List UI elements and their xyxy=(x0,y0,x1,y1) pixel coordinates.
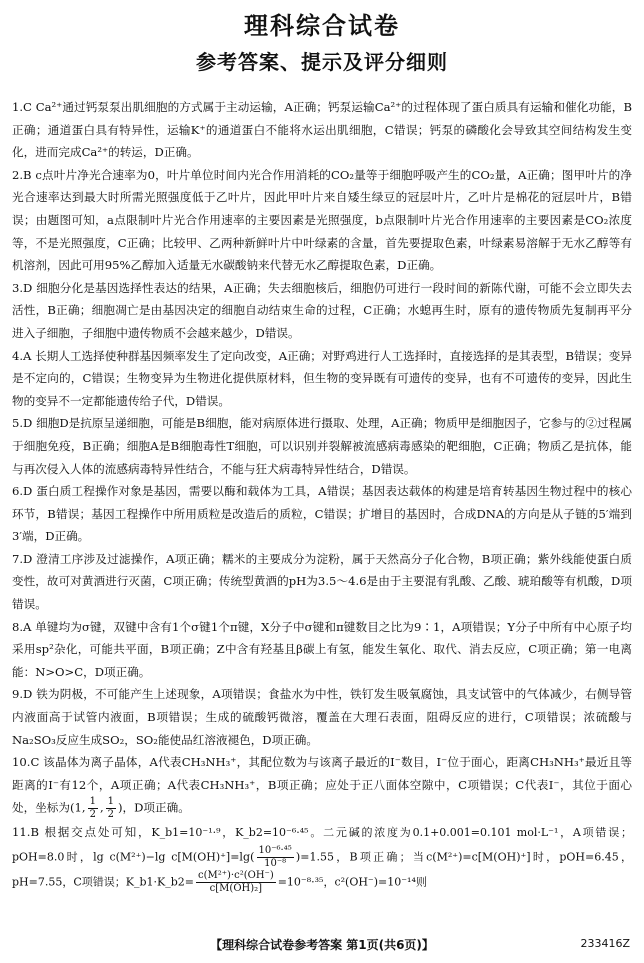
answer-11: 11.B 根据交点处可知，K_b1=10⁻¹·⁹，K_b2=10⁻⁶·⁴⁵。二元碱的浓度为0.1+0.001=0.101 mol·L⁻¹，A项错误；pOH=8.0时，lg c(M²⁺)−lg c[M(OH)⁺]=lg( $\frac{\text{10⁻⁶·⁴⁵}}{\text{10⁻⁸}}$ )=1.55，B项正确；当c(M²⁺)=c[M(OH)⁺]时，pOH=6.45，pH=7.55，C项错误；K_b1·K_b2= $\frac{\text{c(M²⁺)·c²(OH⁻)}}{\text{c[M(OH)₂]}}$ =10⁻⁸·³⁵，c²(OH⁻)=10⁻¹⁴则 xyxy=(12,825,632,894)
fraction-numerator: 1 xyxy=(107,796,115,808)
answer-number: 7.D xyxy=(12,551,33,566)
answer-5 xyxy=(12,412,632,480)
answer-10 xyxy=(12,751,632,821)
fraction-denominator: 2 xyxy=(89,809,96,821)
answer-text: 该晶体为离子晶体，A代表CH₃NH₃⁺，其配位数为与该离子最近的I⁻数目，I⁻位于面心，距离CH₃NH₃⁺最近且等距离的I⁻有12个，A项正确；A代表CH₃NH₃⁺，B项正确；应处于正八面体空隙中，C项错误；C代表I⁻，其位于面心处，坐标为 xyxy=(12,755,632,815)
answer-number: 8.A xyxy=(12,619,32,634)
coord-open: (1, xyxy=(69,800,86,815)
formula-text: K_b1=10⁻¹·⁹，K_b2=10⁻⁶·⁴⁵。二元碱的浓度为0.1+0.001=0.101 mol·L⁻¹，A项错误；pOH=8.0时，lg c(M²⁺)−lg c[M(OH)⁺]=lg xyxy=(12,826,632,864)
answer-text: 蛋白质工程操作对象是基因，需要以酶和载体为工具，A错误；基因表达载体的构建是培育转基因生物过程中的核心环节，B错误；基因工程操作中所用质粒是改造后的质粒，C错误；扩增目的基因时，合成DNA的方向是从子链的5′端到3′端，D正确。 xyxy=(12,484,632,544)
page-footer: 【理科综合试卷参考答案 第1页(共6页)】 xyxy=(210,938,434,952)
answer-number: 11.B xyxy=(12,825,39,840)
fraction-numerator: 1 xyxy=(89,796,96,808)
page-subtitle: 参考答案、提示及评分细则 xyxy=(196,50,448,74)
fraction xyxy=(106,796,116,821)
answer-1 xyxy=(12,96,632,164)
answer-text: 铁为阴极，不可能产生上述现象，A项错误；食盐水为中性，铁钉发生吸氧腐蚀，具支试管中的气体减少，右侧导管内液面高于试管内液面，B项错误；生成的硫酸钙微溶，覆盖在大理石表面，阻碍反应的进行，C项错误；浓硫酸与Na₂SO₃反应生成SO₂，SO₂能使品红溶液褪色，D项正确。 xyxy=(12,687,632,747)
answer-text: c点叶片净光合速率为0，叶片单位时间内光合作用消耗的CO₂量等于细胞呼吸产生的CO₂量，A正确；图甲叶片的净光合速率达到最大时所需光照强度低于乙叶片，因此甲叶片来自矮生绿豆的冠层叶片，乙叶片是棉花的冠层叶片，B错误；由题图可知，a点限制叶片光合作用速率的主要因素是光照强度，b点限制叶片光合作用速率的主要因素是CO₂浓度等，不是光照强度，C正确；比较甲、乙两种新鲜叶片中叶绿素的含量，首先要提取色素，叶绿素易溶解于无水乙醇等有机溶剂，因此可用95%乙醇加入适量无水碳酸钠来代替无水乙醇提取色素，D正确。 xyxy=(12,167,633,273)
answer-6 xyxy=(12,480,632,548)
answer-text: 细胞分化是基因选择性表达的结果，A正确；失去细胞核后，细胞仍可进行一段时间的新陈代谢，可能不会立即失去活性，B正确；细胞凋亡是由基因决定的细胞自动结束生命的过程，C正确；水螅再生时，原有的遗传物质先复制再平分进入子细胞，子细胞中遗传物质不会越来越少，D错误。 xyxy=(12,280,632,340)
answer-2 xyxy=(12,164,632,277)
answer-number: 3.D xyxy=(12,280,33,295)
formula-text: =1.55，B项正确；当c(M²⁺)=c[M(OH)⁺]时，pOH=6.45，pH=7.55，C项错误；K_b1·K_b2= xyxy=(12,850,632,889)
answer-body xyxy=(12,96,632,895)
answer-text: 长期人工选择使种群基因频率发生了定向改变，A正确；对野鸡进行人工选择时，直接选择的是其表型，B错误；变异是不定向的，C错误；生物变异为生物进化提供原材料，但生物的变异既有可遗传的变异，也有不可遗传的变异，因此生物的变异不一定都能遗传给子代，D错误。 xyxy=(12,348,633,408)
answer-text: 澄清工序涉及过滤操作，A项正确；糯米的主要成分为淀粉，属于天然高分子化合物，B项正确；紫外线能使蛋白质变性，故可对黄酒进行灭菌，C项正确；传统型黄酒的pH为3.5～4.6是由于主要混有乳酸、乙酸、琥珀酸等有机酸，D项错误。 xyxy=(12,551,632,612)
answer-number: 10.C xyxy=(12,755,40,770)
coord-separator: , xyxy=(99,800,104,815)
answer-text-end: ，D项正确。 xyxy=(122,800,190,815)
fraction-denominator: 10⁻⁸ xyxy=(264,858,287,869)
fraction-numerator: 10⁻⁶·⁴⁵ xyxy=(258,845,292,856)
answer-number: 2.B xyxy=(12,167,32,182)
answer-8 xyxy=(12,616,632,684)
answer-text: 细胞D是抗原呈递细胞，可能是B细胞，能对病原体进行摄取、处理，A正确；物质甲是细胞因子，它参与的②过程属于细胞免疫，B正确；细胞A是B细胞毒性T细胞，可以识别并裂解被流感病毒感染的靶细胞，C正确；物质乙是抗体，能与再次侵入人体的流感病毒特异性结合，不能与狂犬病毒特异性结合，D错误。 xyxy=(12,416,632,476)
formula-text: =10⁻⁸·³⁵，c²(OH⁻)=10⁻¹⁴则 xyxy=(277,875,427,889)
answer-number: 1.C xyxy=(12,100,32,114)
fraction-numerator: c(M²⁺)·c²(OH⁻) xyxy=(198,870,274,881)
fraction xyxy=(257,845,294,870)
answer-number: 6.D xyxy=(12,484,33,499)
paper-code: 233416Z xyxy=(580,937,630,950)
answer-9 xyxy=(12,683,632,751)
fraction-denominator: c[M(OH)₂] xyxy=(209,883,263,894)
answer-4 xyxy=(12,345,632,413)
answer-7 xyxy=(12,548,632,616)
answer-number: 5.D xyxy=(12,416,33,431)
answer-text: Ca²⁺通过钙泵泵出肌细胞的方式属于主动运输，A正确；钙泵运输Ca²⁺的过程体现了蛋白质具有运输和催化功能，B正确；通道蛋白具有特异性，运输K⁺的通道蛋白不能将水运出肌细胞，C错误；钙泵的磷酸化会导致其空间结构发生变化，进而完成Ca²⁺的转运，D正确。 xyxy=(12,100,632,160)
fraction-denominator: 2 xyxy=(107,809,115,821)
fraction xyxy=(88,796,98,821)
answer-text: 根据交点处可知， xyxy=(44,825,152,840)
answer-text: 单键均为σ键，双键中含有1个σ键1个π键，X分子中σ键和π键数目之比为9∶1，A项错误；Y分子中所有中心原子均采用sp²杂化，可能共平面，B项正确；Z中含有羟基且β碳上有氢，能发生氧化、取代、消去反应，C项正确；第一电离能：N>O>C，D项正确。 xyxy=(12,619,632,679)
answer-number: 4.A xyxy=(12,348,32,363)
answer-number: 9.D xyxy=(12,687,33,702)
page-title: 理科综合试卷 xyxy=(244,12,400,40)
answer-3 xyxy=(12,277,632,345)
fraction xyxy=(196,870,276,895)
coord-close: ) xyxy=(118,800,123,815)
